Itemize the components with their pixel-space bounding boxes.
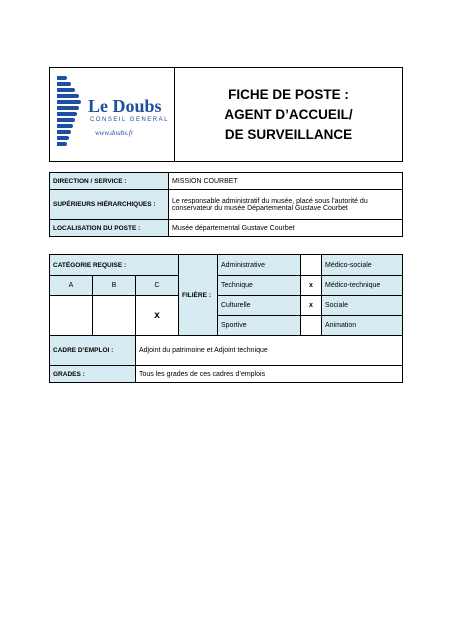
filiere-left-3: Sportive <box>218 316 301 336</box>
header-box <box>49 67 403 162</box>
grades-value: Tous les grades de ces cadres d’emplois <box>136 366 403 383</box>
direction-value: MISSION COURBET <box>169 173 403 190</box>
filiere-right-3: Animation <box>322 316 403 336</box>
logo-subtitle: CONSEIL GENERAL <box>90 117 169 123</box>
cadre-label: CADRE D’EMPLOI : <box>50 336 136 366</box>
filiere-left-1: Technique <box>218 276 301 296</box>
grades-label: GRADES : <box>50 366 136 383</box>
service-table <box>49 172 403 237</box>
filiere-right-2: Sociale <box>322 296 403 316</box>
localisation-label: LOCALISATION DU POSTE : <box>50 220 169 237</box>
categorie-mark-a <box>50 296 93 336</box>
filiere-mark-3 <box>301 316 322 336</box>
direction-label: DIRECTION / SERVICE : <box>50 173 169 190</box>
superieurs-label: SUPÉRIEURS HIÉRARCHIQUES : <box>50 190 169 220</box>
categorie-label: CATÉGORIE REQUISE : <box>50 255 179 276</box>
cadre-value: Adjoint du patrimoine et Adjoint technique <box>136 336 403 366</box>
filiere-right-1: Médico-technique <box>322 276 403 296</box>
title-line-1: FICHE DE POSTE : <box>228 86 349 102</box>
filiere-right-0: Médico-sociale <box>322 255 403 276</box>
categorie-col-a: A <box>50 276 93 296</box>
categorie-col-b: B <box>93 276 136 296</box>
filiere-left-2: Culturelle <box>218 296 301 316</box>
title-line-3: DE SURVEILLANCE <box>224 126 353 142</box>
logo-name: Le Doubs <box>88 96 162 116</box>
page-title <box>175 68 402 161</box>
localisation-value: Musée départemental Gustave Courbet <box>169 220 403 237</box>
categorie-col-c: C <box>136 276 179 296</box>
superieurs-value: Le responsable administratif du musée, placé sous l’autorité du conservateur du musée Départemental Gustave Courbet <box>169 190 403 220</box>
le-doubs-logo <box>50 68 175 161</box>
filiere-mark-0 <box>301 255 322 276</box>
filiere-mark-2: x <box>301 296 322 316</box>
categorie-mark-b <box>93 296 136 336</box>
logo-url: www.doubs.fr <box>95 129 134 137</box>
filiere-label: FILIÈRE : <box>179 255 218 336</box>
logo-stripes-icon <box>57 76 81 152</box>
title-line-2: AGENT D’ACCUEIL/ <box>224 106 353 122</box>
categorie-mark-c: x <box>136 296 179 336</box>
filiere-left-0: Administrative <box>218 255 301 276</box>
categorie-filiere-table <box>49 254 403 383</box>
filiere-mark-1: x <box>301 276 322 296</box>
